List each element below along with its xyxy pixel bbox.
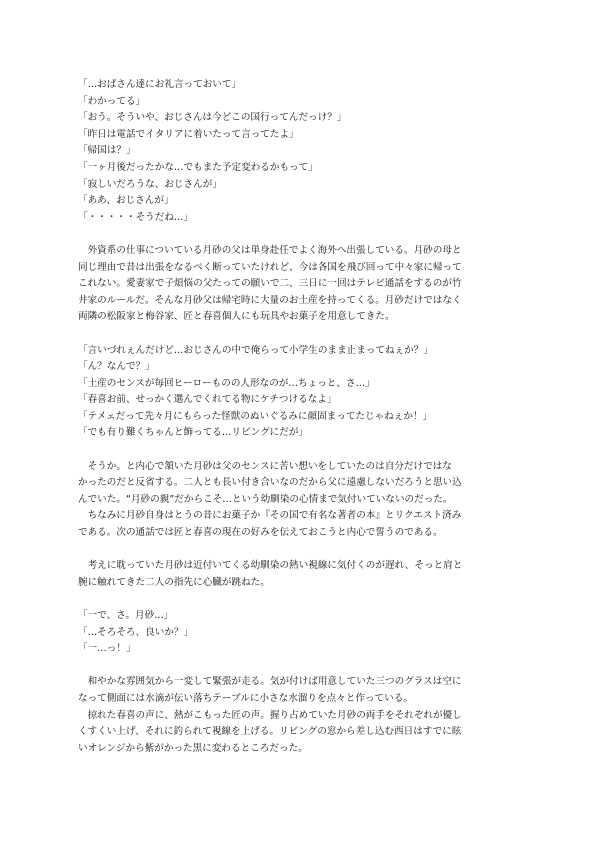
paragraph-gap <box>78 542 536 559</box>
text-line: これない。愛妻家で子煩悩の父たっての願いで二、三日に一回はテレビ通話をするのが竹 <box>78 278 462 290</box>
text-line: 「・・・・・そうだね…」 <box>78 211 194 223</box>
block-dialogue-1 <box>78 77 536 226</box>
text-line: 考えに耽っていた月砂は近付いてくる幼馴染の熱い視線に気付くのが遅れ、そっと肩と <box>78 560 463 572</box>
text-line: 和やかな雰囲気から一変して緊張が走る。気が付けば用意していた三つのグラスは空に <box>78 676 462 688</box>
paragraph-gap <box>78 658 536 675</box>
text-line: 「…おばさん達にお礼言っておいて」 <box>78 79 242 90</box>
text-line: ちなみに月砂自身はとうの昔にお菓子か『その国で有名な著者の本』とリクエスト済み <box>78 510 462 522</box>
text-line: 「でも有り難くちゃんと飾ってる…リビングにだが」 <box>78 427 309 439</box>
text-line: 「わかってる」 <box>78 95 146 107</box>
text-line: 「一…っ！」 <box>78 643 136 655</box>
text-line: 「一ヶ月後だったかな…でもまた予定変わるかもって」 <box>78 161 318 173</box>
block-paragraph-2 <box>78 459 536 542</box>
text-line: 「…そろそろ、良いか？」 <box>78 626 194 638</box>
text-line: んでいた。“月砂の親”だからこそ…という幼馴染の心情まで気付いていないのだった。 <box>78 493 453 505</box>
text-line: なって側面には水滴が伝い落ちテーブルに小さな水溜りを点々と作っている。 <box>78 692 413 704</box>
text-line: 外資系の仕事についている月砂の父は単身赴任でよく海外へ出張している。月砂の母と <box>78 244 462 256</box>
text-line: かったのだと反省する。二人とも長い付き合いなのだから父に遠慮しないだろうと思い込 <box>78 477 462 489</box>
text-line: 同じ理由で昔は出張をなるべく断っていたけれど、今は各国を飛び回って中々家に帰って <box>78 261 462 273</box>
block-dialogue-2 <box>78 343 536 443</box>
text-line: くすくい上げ、それに釣られて視線を上げる。リビングの窓から差し込む西日はすでに眩 <box>78 726 462 738</box>
paragraph-gap <box>78 226 536 243</box>
block-paragraph-4 <box>78 674 536 757</box>
paragraph-gap <box>78 442 536 459</box>
text-line: 腕に触れてきた二人の指先に心臓が跳ねた。 <box>78 576 270 588</box>
text-line: 「土産のセンスが毎回ヒーローものの人形なのが…ちょっと、さ…」 <box>78 377 375 389</box>
text-line: 「テメェだって先々月にもらった怪獣のぬいぐるみに顔固まってたじゃねぇか！」 <box>78 410 433 422</box>
text-line: 掠れた春喜の声に、熱がこもった匠の声。握り占めていた月砂の両手をそれぞれが優し <box>78 709 462 721</box>
text-line: そうか。と内心で頷いた月砂は父のセンスに苦い想いをしていたのは自分だけではな <box>78 460 452 472</box>
block-dialogue-3 <box>78 608 536 658</box>
text-line: 「ああ、おじさんが」 <box>78 195 174 207</box>
text-line: である。次の通話では匠と春喜の現在の好みを伝えておこうと内心で誓うのである。 <box>78 527 443 539</box>
paragraph-gap <box>78 591 536 608</box>
text-line: 「おう。そういや、おじさんは今どこの国行ってんだっけ？」 <box>78 112 347 124</box>
text-line: 両隣の松阪家と梅谷家、匠と春喜個人にも玩具やお菓子を用意してきた。 <box>78 311 395 323</box>
text-line: 「一で、さ。月砂…」 <box>78 610 174 621</box>
paragraph-gap <box>78 326 536 343</box>
text-line: 「寂しいだろうな、おじさんが」 <box>78 178 222 190</box>
text-line: 「春喜お前、せっかく選んでくれてる物にケチつけるなよ」 <box>78 394 337 406</box>
text-line: いオレンジから紫がかった黒に変わるところだった。 <box>78 742 308 754</box>
text-line: 「言いづれぇんだけど…おじさんの中で俺らって小学生のまま止まってねぇか？」 <box>78 344 433 356</box>
text-line: 「ん？なんで？」 <box>78 361 155 373</box>
block-paragraph-3 <box>78 558 536 591</box>
text-line: 「昨日は電話でイタリアに着いたって言ってたよ」 <box>78 128 299 140</box>
text-line: 井家のルールだ。そんな月砂父は帰宅時に大量のお土産を持ってくる。月砂だけではなく <box>78 294 462 306</box>
block-paragraph-1 <box>78 243 536 326</box>
text-line: 「帰国は？」 <box>78 145 136 157</box>
